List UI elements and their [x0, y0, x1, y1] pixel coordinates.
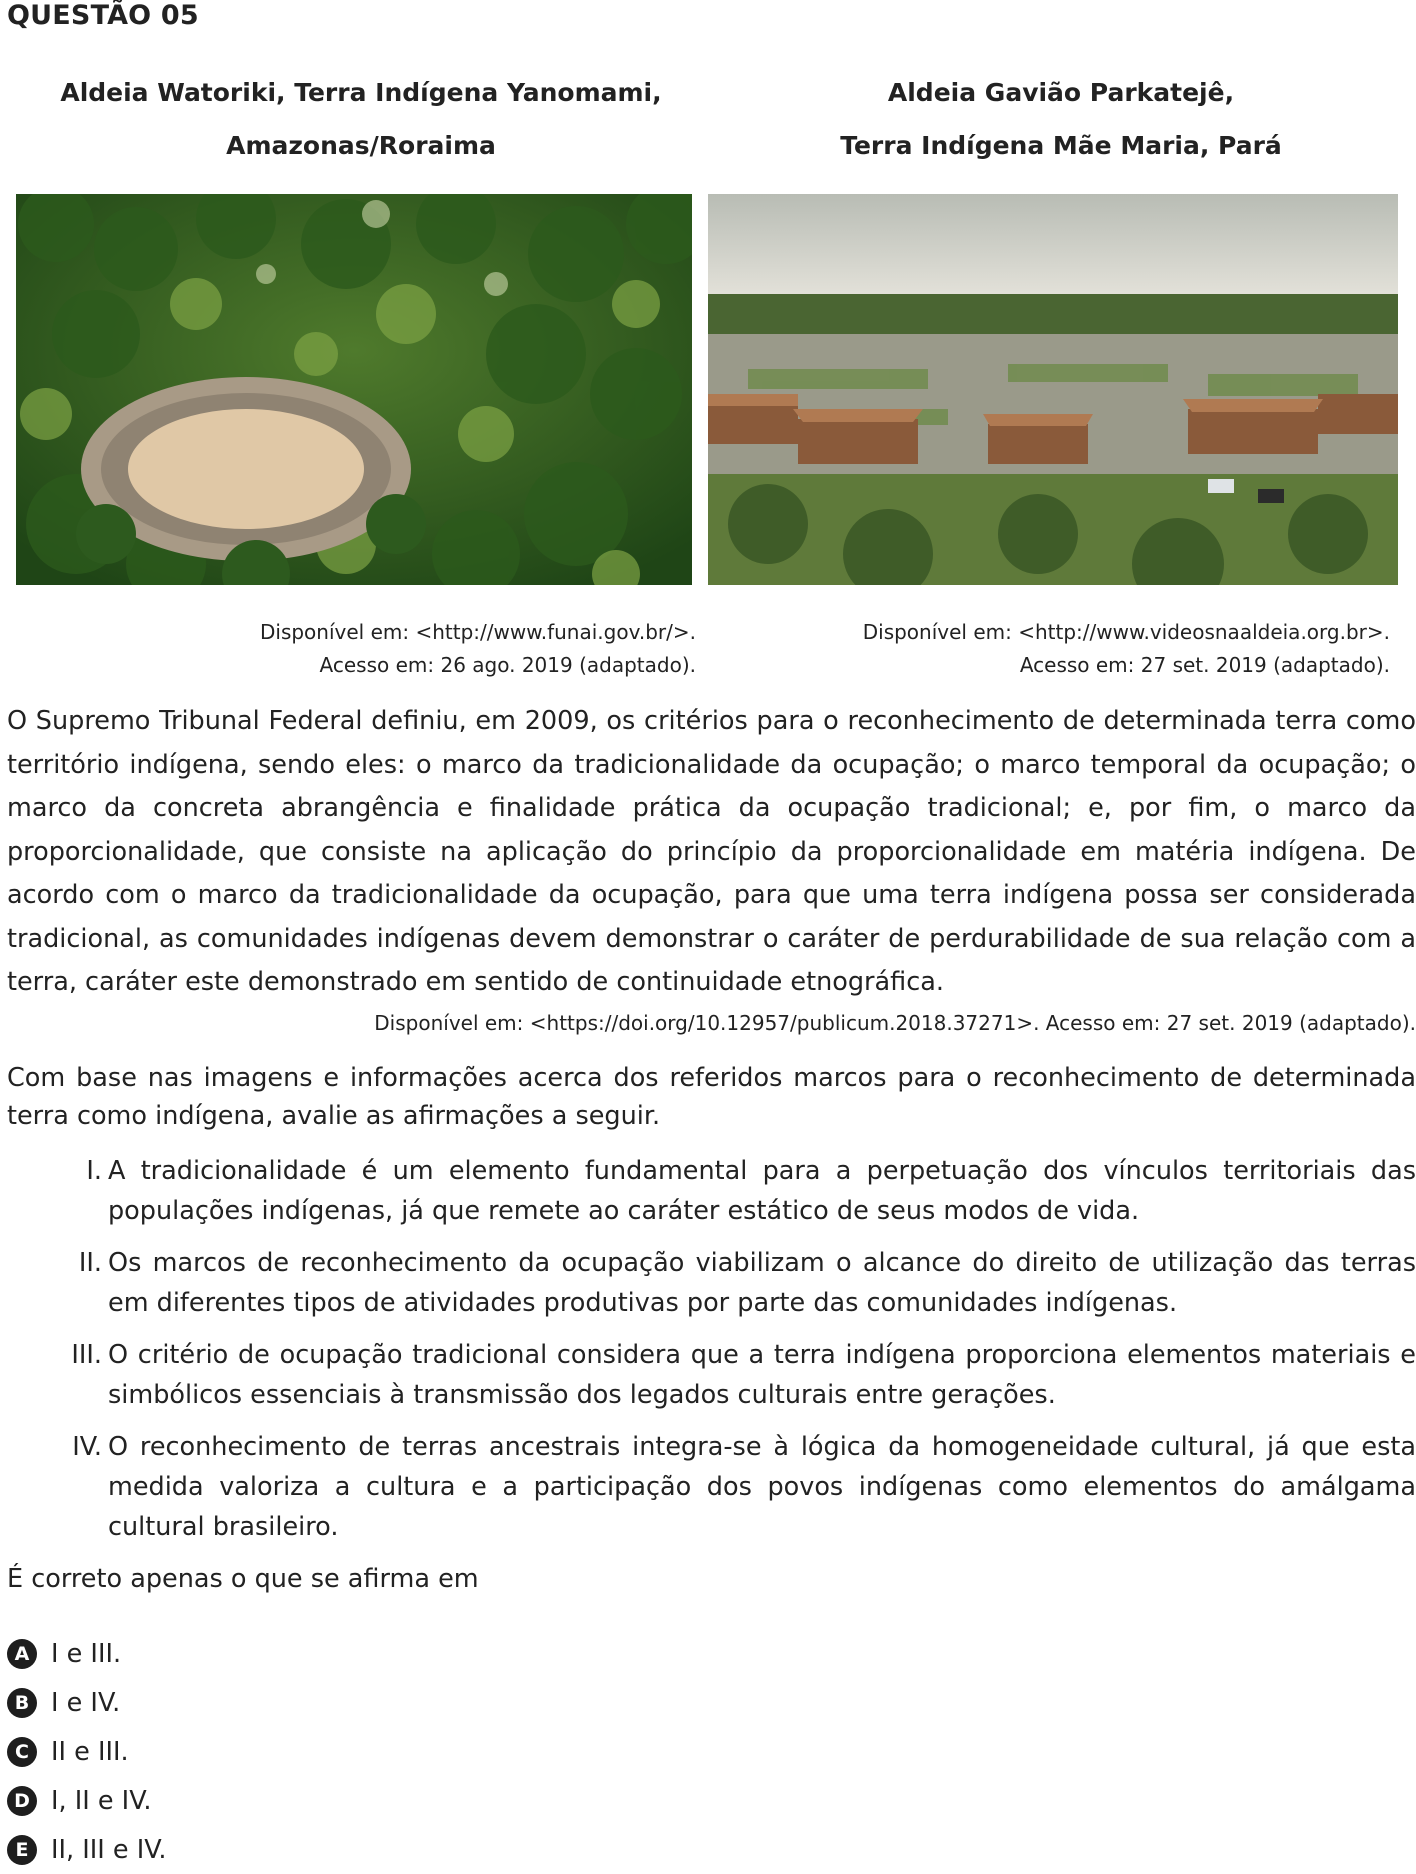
photo-watoriki-village [16, 194, 692, 585]
source-line: Disponível em: <http://www.videosnaaldeia.org.br>. [862, 620, 1390, 644]
statement-list [7, 1151, 1416, 1559]
option-letter-badge: C [7, 1737, 37, 1767]
statement-number: II. [78, 1248, 102, 1278]
option-c[interactable] [7, 1727, 167, 1776]
option-text: I e IV. [51, 1687, 121, 1718]
option-e[interactable] [7, 1825, 167, 1874]
statement-item [7, 1427, 1416, 1547]
option-letter-badge: A [7, 1639, 37, 1669]
photo-gaviao-village [708, 194, 1398, 585]
option-d[interactable] [7, 1776, 167, 1825]
statement-item [7, 1335, 1416, 1415]
figure-caption-watoriki [16, 66, 706, 172]
statement-text: Os marcos de reconhecimento da ocupação viabilizam o alcance do direito de utilização das terras em diferentes tipos de atividades produtivas por parte das comunidades indígenas. [108, 1248, 1416, 1318]
option-letter-badge: D [7, 1786, 37, 1816]
question-title: QUESTÃO 05 [7, 0, 199, 31]
figure-source-watoriki [16, 616, 696, 682]
option-text: I, II e IV. [51, 1785, 152, 1816]
figure-caption-gaviao [706, 66, 1416, 172]
statement-number: I. [86, 1156, 102, 1186]
context-paragraph: O Supremo Tribunal Federal definiu, em 2009, os critérios para o reconhecimento de determinada terra como território indígena, sendo eles: o marco da tradicionalidade da ocupação; o marco temporal da ocupação; o marco da concreta abrangência e finalidade prática da ocupação tradicional; e, por fim, o marco da proporcionalidade, que consiste na aplicação do princípio da proporcionalidade em matéria indígena. De acordo com o marco da tradicionalidade da ocupação, para que uma terra indígena possa ser considerada tradicional, as comunidades indígenas devem demonstrar o caráter de perdurabilidade de sua relação com a terra, caráter este demonstrado em sentido de continuidade etnográfica. [7, 706, 1416, 997]
statement-text: O critério de ocupação tradicional considera que a terra indígena proporciona elementos materiais e simbólicos essenciais à transmissão dos legados culturais entre gerações. [108, 1340, 1416, 1410]
answer-options [7, 1629, 167, 1874]
option-text: II e III. [51, 1736, 129, 1767]
caption-line: Terra Indígena Mãe Maria, Pará [840, 131, 1282, 160]
option-b[interactable] [7, 1678, 167, 1727]
caption-line: Aldeia Watoriki, Terra Indígena Yanomami, [60, 78, 662, 107]
context-source: Disponível em: <https://doi.org/10.12957/publicum.2018.37271>. Acesso em: 27 set. 2019 (adaptado). [374, 1011, 1416, 1035]
statement-number: III. [71, 1340, 102, 1370]
source-line: Disponível em: <http://www.funai.gov.br/>. [259, 620, 696, 644]
option-text: I e III. [51, 1638, 122, 1669]
statement-item [7, 1151, 1416, 1231]
option-a[interactable] [7, 1629, 167, 1678]
instruction-paragraph: Com base nas imagens e informações acerca dos referidos marcos para o reconhecimento de determinada terra como indígena, avalie as afirmações a seguir. [7, 1063, 1416, 1131]
source-line: Acesso em: 26 ago. 2019 (adaptado). [319, 653, 696, 677]
option-letter-badge: B [7, 1688, 37, 1718]
option-text: II, III e IV. [51, 1834, 167, 1865]
statement-number: IV. [72, 1432, 102, 1462]
caption-line: Aldeia Gavião Parkatejê, [887, 78, 1235, 107]
statement-text: O reconhecimento de terras ancestrais integra-se à lógica da homogeneidade cultural, já que esta medida valoriza a cultura e a participação dos povos indígenas como elementos do amálgama cultural brasileiro. [108, 1432, 1416, 1542]
caption-line: Amazonas/Roraima [226, 131, 496, 160]
option-letter-badge: E [7, 1835, 37, 1865]
question-prompt: É correto apenas o que se afirma em [7, 1564, 479, 1594]
source-line: Acesso em: 27 set. 2019 (adaptado). [1019, 653, 1390, 677]
figure-source-gaviao [708, 616, 1390, 682]
statement-text: A tradicionalidade é um elemento fundamental para a perpetuação dos vínculos territoriais das populações indígenas, já que remete ao caráter estático de seus modos de vida. [108, 1156, 1416, 1226]
statement-item [7, 1243, 1416, 1323]
